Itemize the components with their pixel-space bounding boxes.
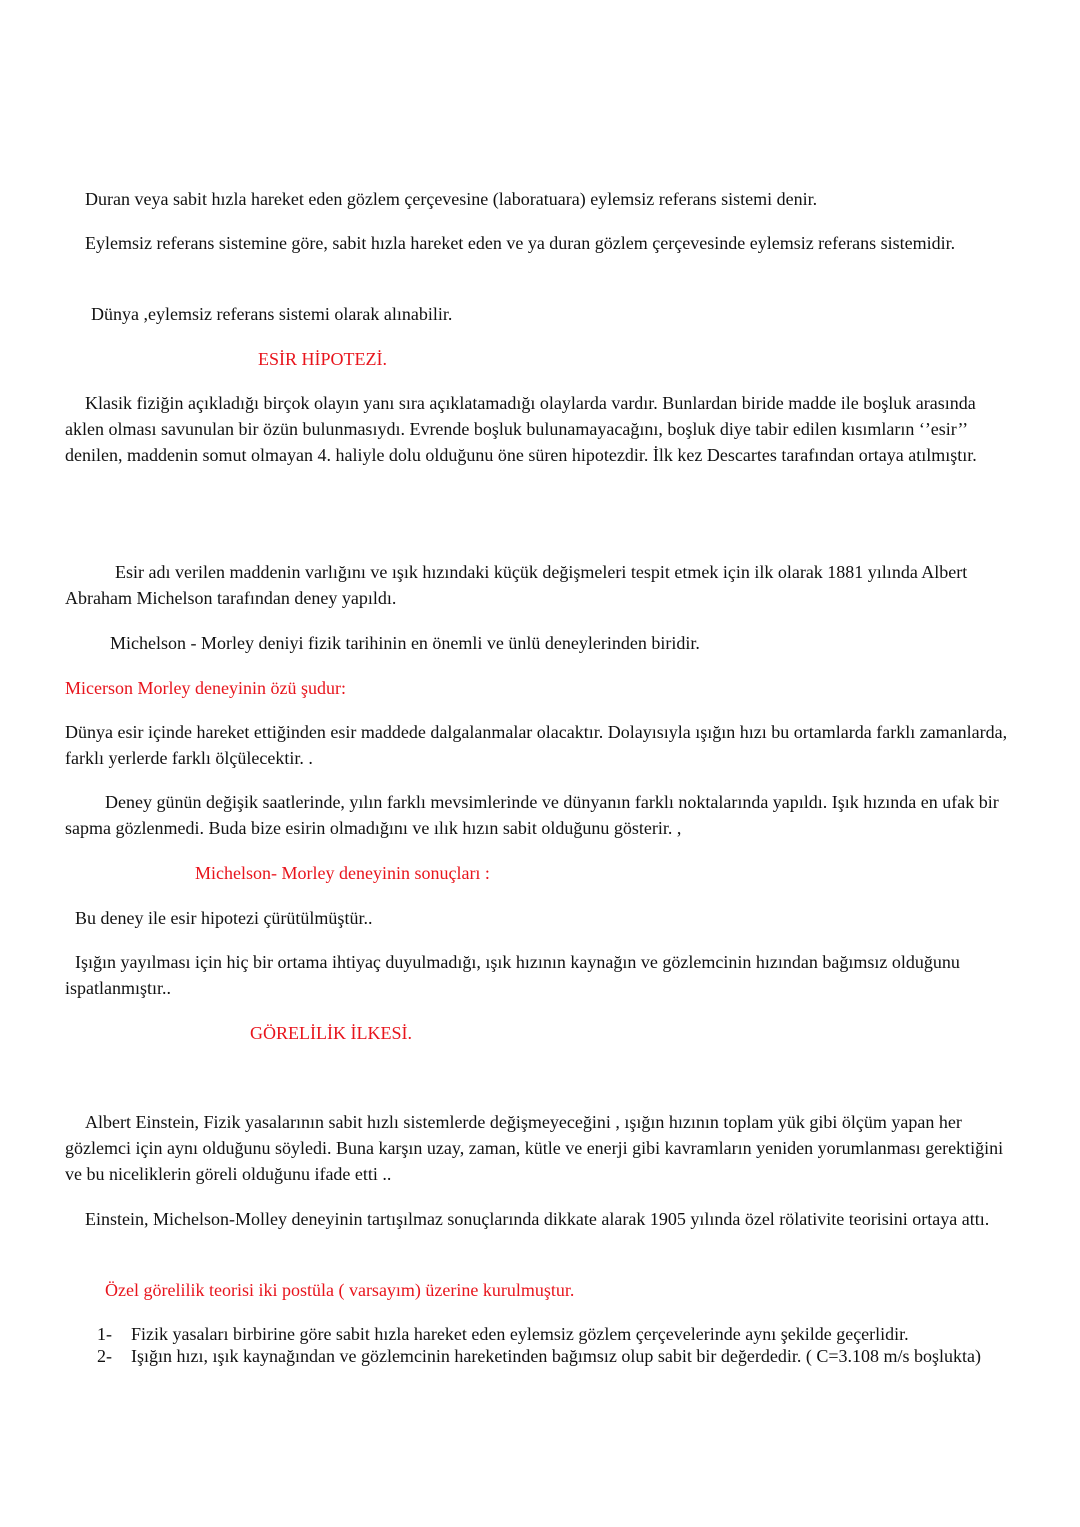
paragraph-ether-hypothesis: Klasik fiziğin açıkladığı birçok olayın yanı sıra açıklatamadığı olaylarda vardır. Bunlardan biride madde ile boşluk arasında aklen olması savunulan bir özün bulunmasıydı. Evrende boşluk bulunamayacağını, boşluk diye tabir edilen kısımların ‘’esir’’ denilen, maddenin somut olmayan 4. haliyle dolu olduğunu öne süren hipotezdir. İlk kez Descartes tarafından ortaya atılmıştır. — [65, 393, 977, 465]
list-item — [97, 1323, 1017, 1345]
paragraph-special-relativity-1905: Einstein, Michelson-Molley deneyinin tartışılmaz sonuçlarında dikkate alarak 1905 yılında özel rölativite teorisini ortaya attı. — [85, 1209, 990, 1229]
paragraph-inertial-frame-relative: Eylemsiz referans sistemine göre, sabit hızla hareket eden ve ya duran gözlem çerçevesinde eylemsiz referans sistemidir. — [85, 233, 956, 253]
list-item-text: Fizik yasaları birbirine göre sabit hızla hareket eden eylemsiz gözlem çerçevelerinde aynı şekilde geçerlidir. — [131, 1324, 909, 1344]
paragraph-einstein-statement: Albert Einstein, Fizik yasalarının sabit hızlı sistemlerde değişmeyeceğini , ışığın hızının toplam yük gibi ölçüm yapan her gözlemci için aynı olduğunu söyledi. Buna karşın uzay, zaman, kütle ve enerji gibi kavramların yeniden yorumlanması gerektiğini ve bu niceliklerin göreli olduğunu ifade etti .. — [65, 1112, 1004, 1184]
paragraph-experiment-essence: Dünya esir içinde hareket ettiğinden esir maddede dalgalanmalar olacaktır. Dolayısıyla ışığın hızı bu ortamlarda farklı zamanlarda, farklı yerlerde farklı ölçülecektir. . — [65, 722, 1008, 768]
list-item — [97, 1345, 1017, 1367]
list-item-text: Işığın hızı, ışık kaynağından ve gözlemcinin hareketinden bağımsız olup sabit bir değerdedir. ( C=3.108 m/s boşlukta) — [131, 1346, 981, 1366]
heading-ether-hypothesis: ESİR HİPOTEZİ. — [258, 349, 387, 369]
heading-experiment-results: Michelson- Morley deneyinin sonuçları : — [195, 863, 490, 883]
list-item-number: 1- — [97, 1324, 112, 1344]
heading-special-relativity-postulates: Özel görelilik teorisi iki postüla ( varsayım) üzerine kurulmuştur. — [105, 1280, 575, 1300]
postulates-list — [97, 1323, 1017, 1367]
heading-experiment-essence: Micerson Morley deneyinin özü şudur: — [65, 678, 346, 698]
heading-relativity-principle: GÖRELİLİK İLKESİ. — [250, 1023, 412, 1043]
list-item-number: 2- — [97, 1346, 112, 1366]
paragraph-earth-inertial: Dünya ,eylemsiz referans sistemi olarak alınabilir. — [91, 304, 453, 324]
paragraph-light-speed-independence: Işığın yayılması için hiç bir ortama ihtiyaç duyulmadığı, ışık hızının kaynağın ve gözlemcinin hızından bağımsız olduğunu ispatlanmıştır.. — [65, 952, 960, 998]
paragraph-michelson-experiment: Esir adı verilen maddenin varlığını ve ışık hızındaki küçük değişmeleri tespit etmek için ilk olarak 1881 yılında Albert Abraham Michelson tarafından deney yapıldı. — [65, 562, 968, 608]
paragraph-inertial-frame-definition: Duran veya sabit hızla hareket eden gözlem çerçevesine (laboratuara) eylemsiz referans sistemi denir. — [85, 189, 818, 209]
paragraph-experiment-observations: Deney günün değişik saatlerinde, yılın farklı mevsimlerinde ve dünyanın farklı noktalarında yapıldı. Işık hızında en ufak bir sapma gözlenmedi. Buda bize esirin olmadığını ve ılık hızın sabit olduğunu gösterir. , — [65, 792, 999, 838]
paragraph-michelson-morley-importance: Michelson - Morley deniyi fizik tarihinin en önemli ve ünlü deneylerinden biridir. — [110, 633, 700, 653]
paragraph-ether-refuted: Bu deney ile esir hipotezi çürütülmüştür.. — [75, 908, 373, 928]
